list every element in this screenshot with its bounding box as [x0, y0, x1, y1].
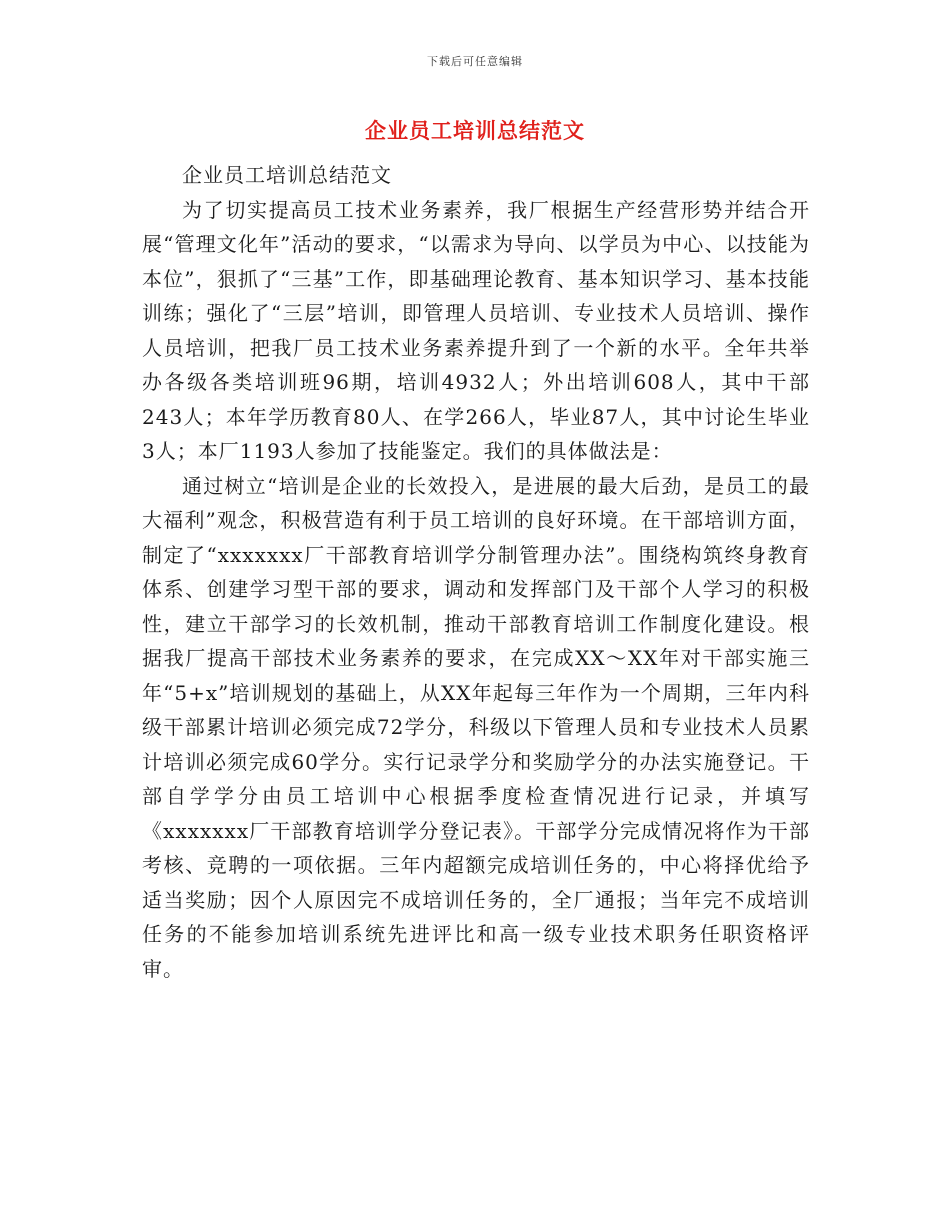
download-note: 下载后可任意编辑: [427, 55, 523, 68]
document-title: 企业员工培训总结范文: [365, 118, 585, 143]
document-body: [142, 158, 810, 986]
paragraph-subtitle: 企业员工培训总结范文: [182, 163, 392, 187]
paragraph-method: 通过树立“培训是企业的长效投入，是进展的最大后劲，是员工的最大福利”观念，积极营造有利于员工培训的良好环境。在干部培训方面，制定了“xxxxxxx厂干部教育培训学分制管理办法”。围绕构筑终身教育体系、创建学习型干部的要求，调动和发挥部门及干部个人学习的积极性，建立干部学习的长效机制，推动干部教育培训工作制度化建设。根据我厂提高干部技术业务素养的要求，在完成XX～XX年对干部实施三年“5+x”培训规划的基础上，从XX年起每三年作为一个周期，三年内科级干部累计培训必须完成72学分，科级以下管理人员和专业技术人员累计培训必须完成60学分。实行记录学分和奖励学分的办法实施登记。干部自学学分由员工培训中心根据季度检查情况进行记录，并填写《xxxxxxx厂干部教育培训学分登记表》。干部学分完成情况将作为干部考核、竞聘的一项依据。三年内超额完成培训任务的，中心将择优给予适当奖励；因个人原因完不成培训任务的，全厂通报；当年完不成培训任务的不能参加培训系统先进评比和高一级专业技术职务任职资格评审。: [142, 473, 810, 981]
paragraph-intro: 为了切实提高员工技术业务素养，我厂根据生产经营形势并结合开展“管理文化年”活动的要求，“以需求为导向、以学员为中心、以技能为本位”，狠抓了“三基”工作，即基础理论教育、基本知识学习、基本技能训练；强化了“三层”培训，即管理人员培训、专业技术人员培训、操作人员培训，把我厂员工技术业务素养提升到了一个新的水平。全年共举办各级各类培训班96期，培训4932人；外出培训608人，其中干部243人；本年学历教育80人、在学266人，毕业87人，其中讨论生毕业3人；本厂1193人参加了技能鉴定。我们的具体做法是：: [142, 197, 810, 463]
